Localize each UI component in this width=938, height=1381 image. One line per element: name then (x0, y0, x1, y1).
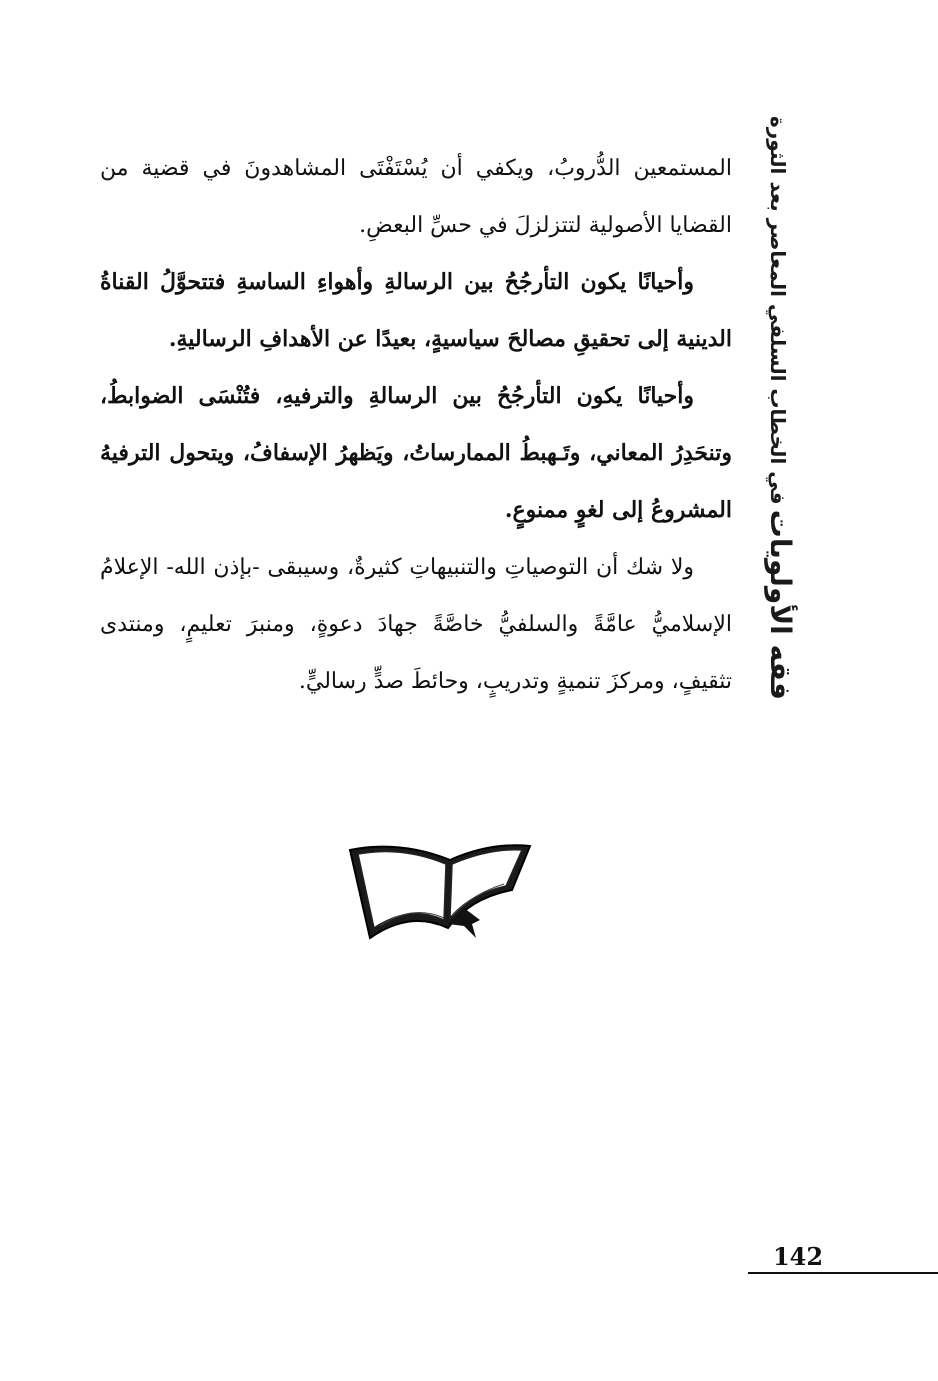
open-book-icon (340, 838, 540, 943)
page-number: 142 (772, 1242, 824, 1271)
paragraph-continued: المستمعين الدُّروبُ، ويكفي أن يُسْتَفْتَى المشاهدونَ في قضية من القضايا الأصولية لتتزلزلَ في حسِّ البعضِ. (100, 156, 732, 238)
running-header-subtitle: في الخطاب السلفي المعاصر بعد الثورة (766, 115, 790, 505)
paragraph-politics: وأحيانًا يكون التأرجُحُ بين الرسالةِ وأهواءِ الساسةِ فتتحوَّلُ القناةُ الدينية إلى تحقيقِ مصالحَ سياسيةٍ، بعيدًا عن الأهدافِ الرساليةِ. (100, 269, 732, 352)
footer-rule (748, 1272, 938, 1274)
paragraph-entertainment: وأحيانًا يكون التأرجُحُ بين الرسالةِ والترفيهِ، فتُنْسَى الضوابطُ، وتنحَدِرُ المعاني، وتَـهبطُ الممارساتُ، ويَظهرُ الإسفافُ، ويتحول الترفيهُ المشروعُ إلى لغوٍ ممنوعٍ. (100, 383, 732, 523)
body-text (100, 140, 732, 710)
running-header-title: فقه الأولويات (764, 509, 797, 700)
running-header (758, 115, 802, 700)
paragraph-conclusion: ولا شك أن التوصياتِ والتنبيهاتِ كثيرةٌ، وسيبقى -بإذن الله- الإعلامُ الإسلاميُّ عامَّةً والسلفيُّ خاصَّةً جهادَ دعوةٍ، ومنبرَ تعليمٍ، ومنتدى تثقيفٍ، ومركزَ تنميةٍ وتدريبٍ، وحائطَ صدٍّ رساليٍّ. (100, 555, 732, 694)
